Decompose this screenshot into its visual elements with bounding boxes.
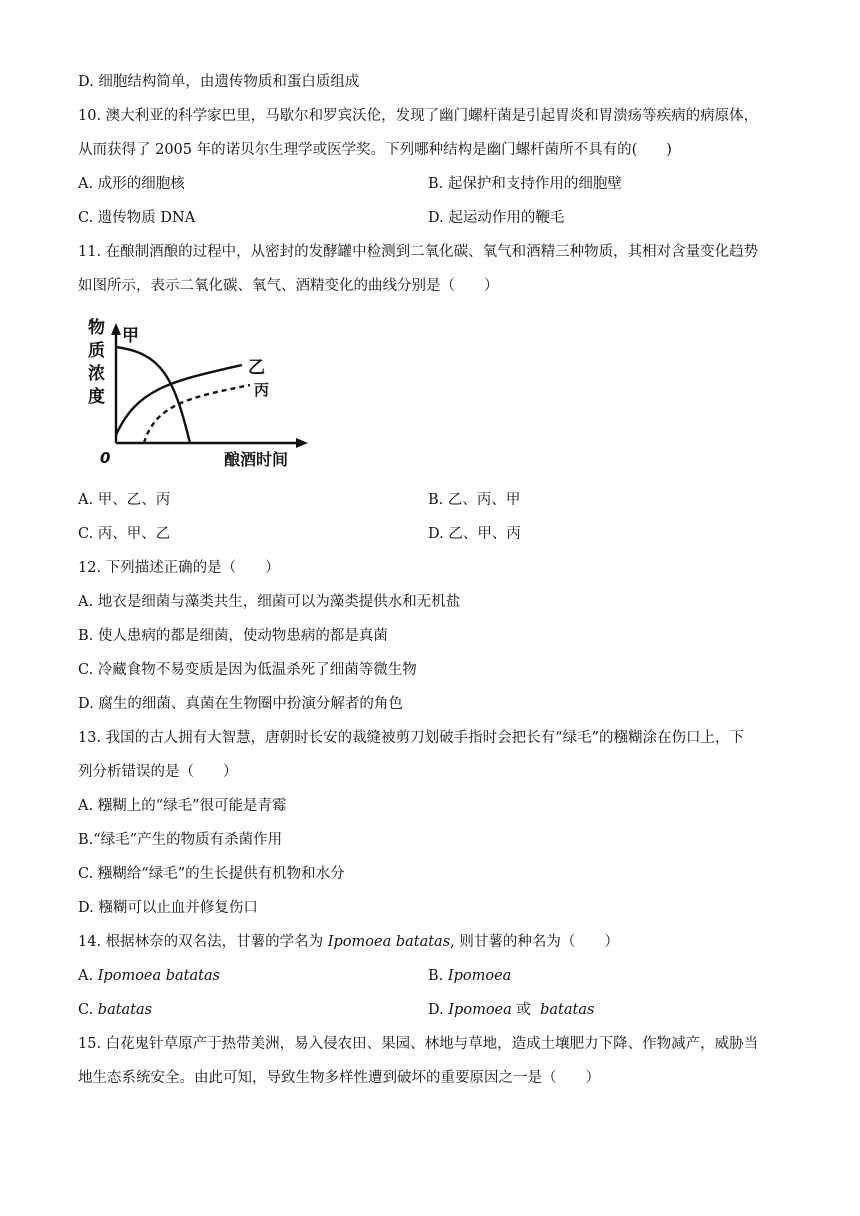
q13-stem-line1: 13. 我国的古人拥有大智慧，唐朝时长安的裁缝被剪刀划破手指时会把长有“绿毛”的糨糊涂在伤口上，下 — [78, 730, 744, 746]
y-label-char-3: 浓 — [88, 364, 105, 384]
q14-option-d-latin1: Ipomoea — [448, 1002, 512, 1018]
q13-option-c: C. 糨糊给“绿毛”的生长提供有机物和水分 — [78, 866, 345, 882]
q13-stem-line2: 列分析错误的是（ ） — [78, 764, 238, 780]
y-label-char-2: 质 — [88, 341, 105, 361]
curve-jia — [116, 347, 190, 443]
q14-option-d-prefix: D. — [428, 1002, 449, 1018]
q12-option-a: A. 地衣是细菌与藻类共生，细菌可以为藻类提供水和无机盐 — [78, 594, 461, 610]
curve-label-jia: 甲 — [122, 326, 139, 346]
q10-option-d: D. 起运动作用的鞭毛 — [428, 210, 565, 226]
q12-option-b: B. 使人患病的都是细菌，使动物患病的都是真菌 — [78, 628, 388, 644]
q11-stem-line1: 11. 在酿制酒酿的过程中，从密封的发酵罐中检测到二氧化碳、氧气和酒精三种物质，其相对含量变化趋势 — [78, 244, 759, 260]
q13-option-a: A. 糨糊上的“绿毛”很可能是青霉 — [78, 798, 287, 814]
q13-option-d: D. 糨糊可以止血并修复伤口 — [78, 900, 258, 916]
q14-option-d — [428, 1000, 594, 1020]
q14-option-c — [78, 1000, 152, 1020]
q14-stem-suffix: , 则甘薯的种名为（ ） — [450, 934, 619, 950]
q14-option-a-prefix: A. — [78, 968, 98, 984]
q11-stem-line2: 如图所示，表示二氧化碳、氧气、酒精变化的曲线分别是（ ） — [78, 278, 499, 294]
q14-option-a — [78, 966, 220, 986]
curve-bing — [144, 385, 250, 443]
x-axis-label: 酿酒时间 — [224, 450, 289, 469]
q14-stem — [78, 932, 619, 952]
q14-stem-prefix: 14. 根据林奈的双名法，甘薯的学名为 — [78, 934, 328, 950]
q14-option-c-latin: batatas — [97, 1002, 153, 1018]
q9-option-d: D. 细胞结构简单，由遗传物质和蛋白质组成 — [78, 74, 360, 90]
q12-option-c: C. 冷藏食物不易变质是因为低温杀死了细菌等微生物 — [78, 662, 417, 678]
q10-stem-line2: 从而获得了 2005 年的诺贝尔生理学或医学奖。下列哪种结构是幽门螺杆菌所不具有的( ) — [78, 142, 672, 158]
q14-stem-latin: Ipomoea batatas — [327, 934, 451, 950]
q14-option-d-latin2: batatas — [535, 1002, 595, 1018]
q12-stem: 12. 下列描述正确的是（ ） — [78, 560, 280, 576]
q14-option-b — [428, 966, 511, 986]
q15-stem-line2: 地生态系统安全。由此可知，导致生物多样性遭到破坏的重要原因之一是（ ） — [78, 1070, 600, 1086]
curve-yi — [116, 365, 242, 435]
origin-label: 0 — [100, 449, 111, 467]
curve-label-bing: 丙 — [254, 381, 270, 399]
q11-option-b: B. 乙、丙、甲 — [428, 492, 521, 508]
q10-option-c: C. 遗传物质 DNA — [78, 210, 196, 226]
q12-option-d: D. 腐生的细菌、真菌在生物圈中扮演分解者的角色 — [78, 696, 403, 712]
y-axis-arrow — [111, 323, 121, 335]
fermentation-concentration-graph — [82, 313, 322, 479]
q11-option-a: A. 甲、乙、丙 — [78, 492, 171, 508]
y-label-char-4: 度 — [88, 387, 105, 407]
q14-option-b-prefix: B. — [428, 968, 448, 984]
y-label-char-1: 物 — [88, 318, 105, 338]
q10-option-b: B. 起保护和支持作用的细胞壁 — [428, 176, 622, 192]
q13-option-b: B.“绿毛”产生的物质有杀菌作用 — [78, 832, 283, 848]
q14-option-b-latin: Ipomoea — [447, 968, 512, 984]
x-axis-arrow — [296, 438, 308, 448]
q11-option-d: D. 乙、甲、丙 — [428, 526, 521, 542]
q14-option-c-prefix: C. — [78, 1002, 98, 1018]
q10-stem-line1: 10. 澳大利亚的科学家巴里，马歇尔和罗宾沃伦，发现了幽门螺杆菌是引起胃炎和胃溃疡等疾病的病原体， — [78, 108, 759, 124]
q10-option-a: A. 成形的细胞核 — [78, 176, 185, 192]
q11-option-c: C. 丙、甲、乙 — [78, 526, 171, 542]
q14-option-a-latin: Ipomoea batatas — [97, 968, 221, 984]
graph-y-axis-label — [88, 317, 105, 407]
q14-option-d-or: 或 — [511, 1002, 536, 1018]
q15-stem-line1: 15. 白花鬼针草原产于热带美洲，易入侵农田、果园、林地与草地，造成土壤肥力下降、作物减产，威胁当 — [78, 1036, 759, 1052]
curve-label-yi: 乙 — [248, 358, 265, 378]
